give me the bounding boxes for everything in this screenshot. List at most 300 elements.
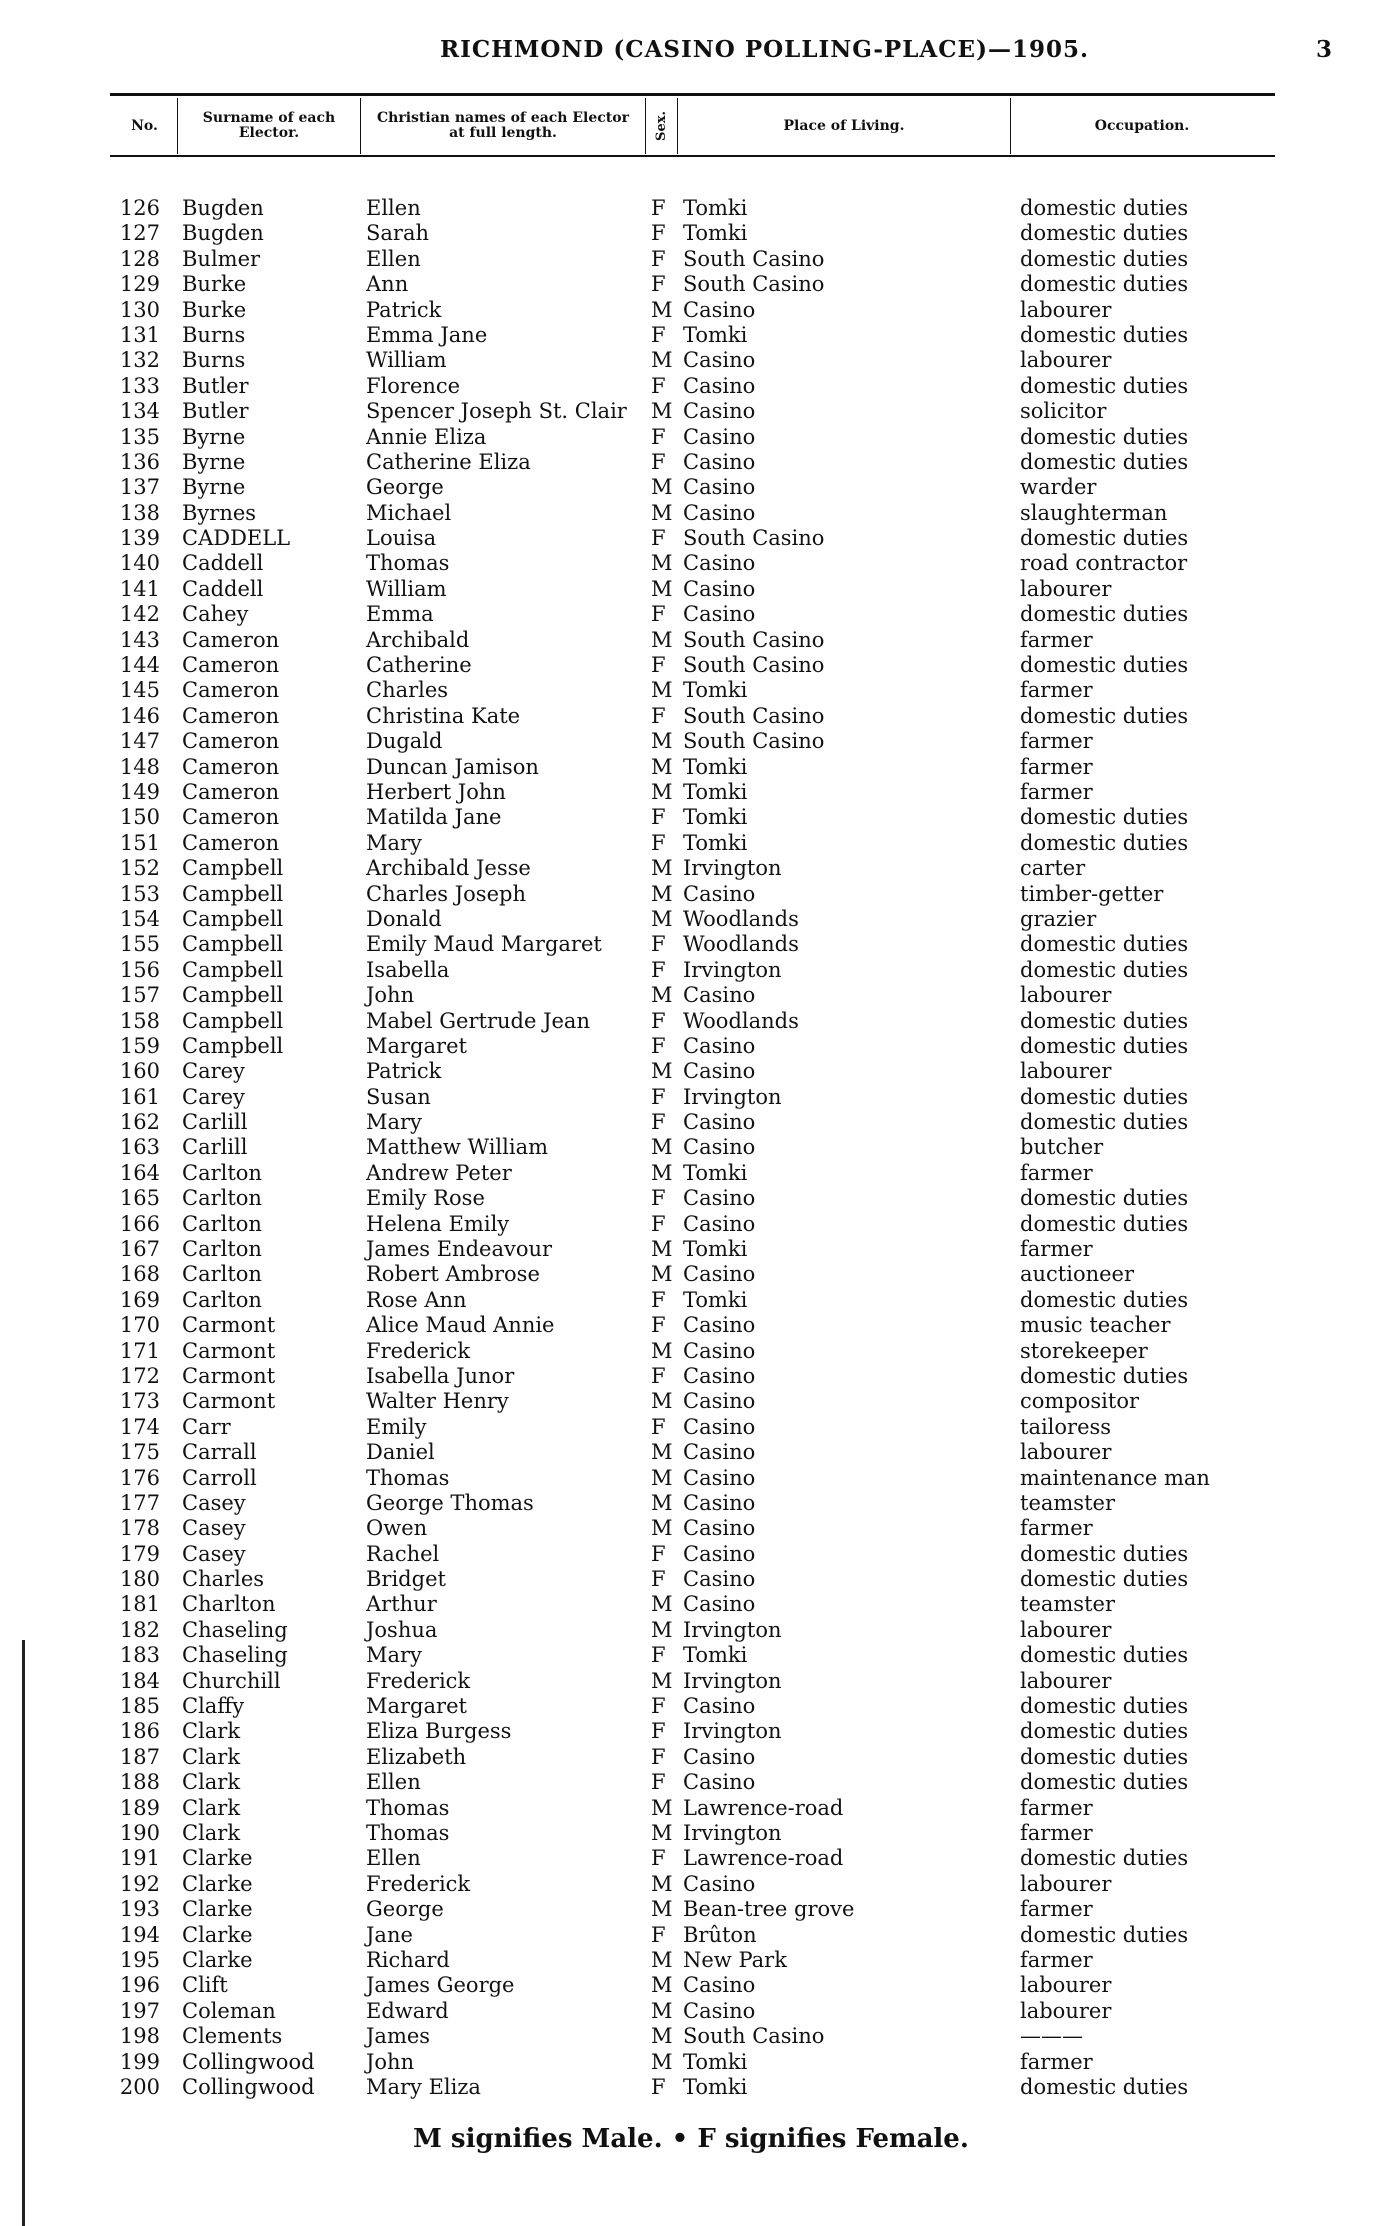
elector-sex: F xyxy=(651,1287,666,1312)
elector-place: Casino xyxy=(683,1516,756,1541)
elector-number: 163 xyxy=(119,1135,160,1160)
elector-sex: F xyxy=(651,1541,666,1566)
elector-sex: F xyxy=(651,1694,666,1719)
elector-sex: M xyxy=(651,1947,673,1972)
elector-sex: M xyxy=(651,779,673,804)
elector-occupation: domestic duties xyxy=(1020,373,1189,398)
elector-surname: Chaseling xyxy=(182,1617,288,1642)
elector-surname: Campbell xyxy=(182,881,284,906)
elector-surname: Campbell xyxy=(182,957,284,982)
elector-place: South Casino xyxy=(683,272,825,297)
elector-place: Tomki xyxy=(683,196,748,220)
elector-sex: F xyxy=(651,653,666,678)
elector-given-names: George xyxy=(366,475,444,500)
column-header-surname xyxy=(178,98,361,154)
elector-given-names: Edward xyxy=(366,1998,449,2023)
elector-surname: Carey xyxy=(182,1059,245,1084)
elector-place: South Casino xyxy=(683,703,825,728)
elector-given-names: John xyxy=(366,2049,415,2074)
elector-number: 144 xyxy=(119,653,160,678)
elector-place: Casino xyxy=(683,1465,756,1490)
elector-number: 168 xyxy=(119,1262,160,1287)
elector-given-names: Joshua xyxy=(366,1617,438,1642)
elector-place: Bean-tree grove xyxy=(683,1897,855,1922)
elector-occupation: farmer xyxy=(1020,627,1093,652)
elector-occupation: labourer xyxy=(1020,1668,1112,1693)
table-row xyxy=(0,755,1382,780)
elector-sex: F xyxy=(651,1744,666,1769)
table-row xyxy=(0,1059,1382,1084)
elector-number: 158 xyxy=(119,1008,160,1033)
table-row xyxy=(0,831,1382,856)
elector-sex: M xyxy=(651,856,673,881)
elector-sex: M xyxy=(651,1998,673,2023)
elector-place: Tomki xyxy=(683,754,748,779)
elector-surname: Carlill xyxy=(182,1135,248,1160)
elector-place: Brûton xyxy=(683,1922,757,1947)
column-header-occupation xyxy=(1011,98,1273,154)
elector-surname: Cahey xyxy=(182,602,249,627)
elector-sex: F xyxy=(651,1110,666,1135)
elector-sex: M xyxy=(651,1160,673,1185)
elector-sex: M xyxy=(651,1262,673,1287)
elector-number: 198 xyxy=(119,2024,160,2049)
elector-occupation: farmer xyxy=(1020,1237,1093,1262)
elector-surname: Casey xyxy=(182,1516,246,1541)
elector-given-names: Sarah xyxy=(366,221,429,246)
elector-sex: M xyxy=(651,881,673,906)
elector-occupation: domestic duties xyxy=(1020,1287,1189,1312)
table-row xyxy=(0,1694,1382,1719)
elector-sex: M xyxy=(651,1516,673,1541)
table-row xyxy=(0,704,1382,729)
elector-number: 150 xyxy=(119,805,160,830)
elector-number: 167 xyxy=(119,1237,160,1262)
table-row xyxy=(0,958,1382,983)
table-row xyxy=(0,882,1382,907)
elector-occupation: timber-getter xyxy=(1020,881,1164,906)
table-row xyxy=(0,1034,1382,1059)
elector-number: 187 xyxy=(119,1744,160,1769)
elector-number: 200 xyxy=(119,2074,160,2099)
elector-number: 170 xyxy=(119,1313,160,1338)
elector-place: Woodlands xyxy=(683,932,799,957)
elector-given-names: Jane xyxy=(366,1922,413,1947)
sex-legend-footnote: M signifies Male. • F signifies Female. xyxy=(413,2124,969,2154)
elector-surname: Cameron xyxy=(182,779,280,804)
table-row xyxy=(0,1161,1382,1186)
elector-given-names: Ellen xyxy=(366,196,421,220)
elector-place: South Casino xyxy=(683,653,825,678)
elector-given-names: James George xyxy=(366,1973,515,1998)
elector-number: 128 xyxy=(119,246,160,271)
elector-place: Woodlands xyxy=(683,1008,799,1033)
elector-given-names: Frederick xyxy=(366,1668,471,1693)
elector-number: 147 xyxy=(119,729,160,754)
elector-given-names: Catherine xyxy=(366,653,472,678)
elector-surname: Campbell xyxy=(182,932,284,957)
elector-occupation: farmer xyxy=(1020,1516,1093,1541)
column-header-given-label: Christian names of each Elector at full length. xyxy=(377,110,629,141)
elector-occupation: domestic duties xyxy=(1020,1567,1189,1592)
elector-surname: Clarke xyxy=(182,1897,253,1922)
table-row xyxy=(0,602,1382,627)
elector-surname: Byrne xyxy=(182,449,246,474)
elector-occupation: domestic duties xyxy=(1020,1770,1189,1795)
elector-occupation: slaughterman xyxy=(1020,500,1168,525)
elector-occupation: farmer xyxy=(1020,754,1093,779)
elector-surname: Cameron xyxy=(182,830,280,855)
elector-place: Casino xyxy=(683,399,756,424)
table-row xyxy=(0,1466,1382,1491)
elector-given-names: Emily Rose xyxy=(366,1186,485,1211)
elector-number: 135 xyxy=(119,424,160,449)
elector-number: 172 xyxy=(119,1363,160,1388)
elector-number: 175 xyxy=(119,1440,160,1465)
elector-given-names: Michael xyxy=(366,500,452,525)
elector-sex: M xyxy=(651,729,673,754)
elector-surname: Clarke xyxy=(182,1947,253,1972)
table-row xyxy=(0,1719,1382,1744)
elector-given-names: Ellen xyxy=(366,1846,421,1871)
elector-place: Casino xyxy=(683,449,756,474)
table-row xyxy=(0,1262,1382,1287)
table-row xyxy=(0,1821,1382,1846)
elector-place: Irvington xyxy=(683,1668,782,1693)
elector-number: 134 xyxy=(119,399,160,424)
elector-surname: Caddell xyxy=(182,576,264,601)
elector-given-names: Arthur xyxy=(366,1592,437,1617)
elector-given-names: Susan xyxy=(366,1084,431,1109)
elector-surname: Clarke xyxy=(182,1846,253,1871)
elector-occupation: domestic duties xyxy=(1020,1846,1189,1871)
elector-occupation: solicitor xyxy=(1020,399,1107,424)
electors-table xyxy=(0,196,1382,2100)
elector-given-names: Helena Emily xyxy=(366,1211,510,1236)
elector-sex: F xyxy=(651,246,666,271)
elector-place: Casino xyxy=(683,983,756,1008)
elector-given-names: Charles Joseph xyxy=(366,881,526,906)
table-row xyxy=(0,1364,1382,1389)
elector-place: Casino xyxy=(683,1338,756,1363)
elector-given-names: Margaret xyxy=(366,1033,467,1058)
table-row xyxy=(0,729,1382,754)
elector-place: Casino xyxy=(683,1871,756,1896)
elector-surname: Butler xyxy=(182,399,249,424)
elector-surname: Byrne xyxy=(182,424,246,449)
elector-place: Casino xyxy=(683,348,756,373)
elector-given-names: Matthew William xyxy=(366,1135,549,1160)
elector-surname: Charlton xyxy=(182,1592,276,1617)
elector-occupation: domestic duties xyxy=(1020,703,1189,728)
elector-number: 132 xyxy=(119,348,160,373)
header-bottom-rule xyxy=(110,155,1275,157)
elector-sex: F xyxy=(651,1186,666,1211)
elector-place: Casino xyxy=(683,1490,756,1515)
elector-sex: M xyxy=(651,500,673,525)
elector-occupation: domestic duties xyxy=(1020,602,1189,627)
elector-surname: Clift xyxy=(182,1973,228,1998)
elector-place: Casino xyxy=(683,1998,756,2023)
elector-given-names: Emma xyxy=(366,602,434,627)
page-title: RICHMOND (CASINO POLLING-PLACE)—1905. xyxy=(440,36,1089,63)
elector-sex: M xyxy=(651,1871,673,1896)
table-row xyxy=(0,1567,1382,1592)
elector-sex: F xyxy=(651,1008,666,1033)
elector-sex: M xyxy=(651,576,673,601)
elector-place: South Casino xyxy=(683,526,825,551)
elector-surname: Clements xyxy=(182,2024,283,2049)
elector-sex: F xyxy=(651,1567,666,1592)
elector-place: Irvington xyxy=(683,1617,782,1642)
elector-given-names: Isabella Junor xyxy=(366,1363,515,1388)
elector-number: 183 xyxy=(119,1643,160,1668)
elector-surname: Carlton xyxy=(182,1211,262,1236)
elector-sex: F xyxy=(651,196,666,220)
elector-number: 199 xyxy=(119,2049,160,2074)
elector-occupation: storekeeper xyxy=(1020,1338,1148,1363)
table-row xyxy=(0,678,1382,703)
elector-given-names: Mary xyxy=(366,1643,422,1668)
elector-occupation: labourer xyxy=(1020,983,1112,1008)
elector-sex: F xyxy=(651,424,666,449)
table-row xyxy=(0,1973,1382,1998)
elector-given-names: Catherine Eliza xyxy=(366,449,531,474)
elector-surname: Carlton xyxy=(182,1186,262,1211)
table-row xyxy=(0,272,1382,297)
elector-given-names: Frederick xyxy=(366,1871,471,1896)
elector-surname: Carroll xyxy=(182,1465,257,1490)
elector-surname: Carmont xyxy=(182,1313,276,1338)
elector-sex: F xyxy=(651,830,666,855)
elector-given-names: Charles xyxy=(366,678,449,703)
elector-number: 152 xyxy=(119,856,160,881)
elector-sex: M xyxy=(651,348,673,373)
elector-sex: M xyxy=(651,1897,673,1922)
table-row xyxy=(0,1440,1382,1465)
elector-number: 141 xyxy=(119,576,160,601)
elector-surname: Clark xyxy=(182,1744,241,1769)
table-row xyxy=(0,1186,1382,1211)
elector-given-names: Thomas xyxy=(366,1465,450,1490)
elector-surname: Casey xyxy=(182,1490,246,1515)
elector-place: Casino xyxy=(683,1110,756,1135)
elector-sex: M xyxy=(651,1135,673,1160)
elector-number: 178 xyxy=(119,1516,160,1541)
elector-occupation: domestic duties xyxy=(1020,246,1189,271)
elector-place: South Casino xyxy=(683,729,825,754)
elector-sex: F xyxy=(651,221,666,246)
elector-occupation: domestic duties xyxy=(1020,1541,1189,1566)
elector-surname: Carmont xyxy=(182,1389,276,1414)
elector-number: 146 xyxy=(119,703,160,728)
elector-sex: M xyxy=(651,297,673,322)
elector-surname: Bulmer xyxy=(182,246,261,271)
elector-surname: Carey xyxy=(182,1084,245,1109)
elector-place: Casino xyxy=(683,1033,756,1058)
elector-sex: M xyxy=(651,475,673,500)
elector-surname: Burke xyxy=(182,272,247,297)
elector-number: 160 xyxy=(119,1059,160,1084)
elector-occupation: labourer xyxy=(1020,1440,1112,1465)
elector-occupation: domestic duties xyxy=(1020,1643,1189,1668)
elector-place: Tomki xyxy=(683,221,748,246)
table-row xyxy=(0,2024,1382,2049)
elector-given-names: Christina Kate xyxy=(366,703,521,728)
elector-surname: Casey xyxy=(182,1541,246,1566)
elector-occupation: domestic duties xyxy=(1020,526,1189,551)
elector-occupation: domestic duties xyxy=(1020,1694,1189,1719)
elector-number: 142 xyxy=(119,602,160,627)
table-row xyxy=(0,1592,1382,1617)
elector-place: Tomki xyxy=(683,1237,748,1262)
elector-given-names: Thomas xyxy=(366,551,450,576)
table-row xyxy=(0,1009,1382,1034)
elector-sex: F xyxy=(651,373,666,398)
elector-occupation: domestic duties xyxy=(1020,1211,1189,1236)
elector-given-names: Ellen xyxy=(366,246,421,271)
elector-given-names: Daniel xyxy=(366,1440,435,1465)
table-row xyxy=(0,526,1382,551)
elector-place: New Park xyxy=(683,1947,787,1972)
elector-surname: Clarke xyxy=(182,1871,253,1896)
table-row xyxy=(0,907,1382,932)
table-row xyxy=(0,983,1382,1008)
table-row xyxy=(0,247,1382,272)
elector-sex: F xyxy=(651,2074,666,2099)
elector-sex: M xyxy=(651,551,673,576)
elector-surname: Byrne xyxy=(182,475,246,500)
elector-given-names: Patrick xyxy=(366,297,442,322)
elector-place: Lawrence-road xyxy=(683,1795,844,1820)
elector-surname: Campbell xyxy=(182,906,284,931)
table-row xyxy=(0,1770,1382,1795)
table-row xyxy=(0,805,1382,830)
elector-number: 149 xyxy=(119,779,160,804)
elector-sex: M xyxy=(651,1490,673,1515)
elector-number: 171 xyxy=(119,1338,160,1363)
elector-sex: M xyxy=(651,1795,673,1820)
elector-sex: F xyxy=(651,932,666,957)
elector-occupation: domestic duties xyxy=(1020,1084,1189,1109)
elector-number: 180 xyxy=(119,1567,160,1592)
elector-surname: Cameron xyxy=(182,627,280,652)
elector-number: 154 xyxy=(119,906,160,931)
elector-surname: Collingwood xyxy=(182,2074,315,2099)
elector-occupation: domestic duties xyxy=(1020,1110,1189,1135)
elector-occupation: farmer xyxy=(1020,729,1093,754)
column-header-given xyxy=(361,98,646,154)
elector-number: 140 xyxy=(119,551,160,576)
elector-place: Casino xyxy=(683,1135,756,1160)
elector-number: 181 xyxy=(119,1592,160,1617)
elector-surname: Butler xyxy=(182,373,249,398)
elector-surname: Clarke xyxy=(182,1922,253,1947)
elector-occupation: farmer xyxy=(1020,2049,1093,2074)
elector-place: Casino xyxy=(683,1744,756,1769)
elector-surname: Clark xyxy=(182,1719,241,1744)
elector-occupation: maintenance man xyxy=(1020,1465,1210,1490)
elector-occupation: compositor xyxy=(1020,1389,1140,1414)
elector-place: Casino xyxy=(683,1541,756,1566)
elector-sex: M xyxy=(651,627,673,652)
table-row xyxy=(0,298,1382,323)
elector-number: 139 xyxy=(119,526,160,551)
elector-place: Tomki xyxy=(683,805,748,830)
elector-sex: M xyxy=(651,1668,673,1693)
elector-sex: M xyxy=(651,1465,673,1490)
elector-given-names: Herbert John xyxy=(366,779,506,804)
column-header-place xyxy=(678,98,1011,154)
elector-surname: Campbell xyxy=(182,856,284,881)
table-row xyxy=(0,1491,1382,1516)
elector-place: Irvington xyxy=(683,957,782,982)
elector-given-names: Dugald xyxy=(366,729,443,754)
elector-surname: Cameron xyxy=(182,678,280,703)
elector-occupation: carter xyxy=(1020,856,1086,881)
elector-place: Tomki xyxy=(683,678,748,703)
elector-sex: F xyxy=(651,602,666,627)
elector-given-names: Margaret xyxy=(366,1694,467,1719)
elector-number: 143 xyxy=(119,627,160,652)
elector-place: Woodlands xyxy=(683,906,799,931)
elector-given-names: Mary xyxy=(366,1110,422,1135)
elector-given-names: Duncan Jamison xyxy=(366,754,539,779)
elector-number: 162 xyxy=(119,1110,160,1135)
elector-place: Casino xyxy=(683,1059,756,1084)
table-row xyxy=(0,1415,1382,1440)
elector-number: 157 xyxy=(119,983,160,1008)
elector-surname: Byrnes xyxy=(182,500,257,525)
column-header-place-label: Place of Living. xyxy=(783,117,905,134)
elector-sex: F xyxy=(651,272,666,297)
elector-number: 185 xyxy=(119,1694,160,1719)
elector-number: 193 xyxy=(119,1897,160,1922)
elector-number: 176 xyxy=(119,1465,160,1490)
elector-surname: Clark xyxy=(182,1821,241,1845)
table-row xyxy=(0,2050,1382,2075)
elector-sex: M xyxy=(651,906,673,931)
elector-sex: M xyxy=(651,1338,673,1363)
table-row xyxy=(0,1542,1382,1567)
elector-surname: Burns xyxy=(182,322,246,347)
elector-given-names: Andrew Peter xyxy=(366,1160,512,1185)
elector-sex: M xyxy=(651,1617,673,1642)
elector-number: 130 xyxy=(119,297,160,322)
table-row xyxy=(0,374,1382,399)
elector-surname: Clark xyxy=(182,1795,241,1820)
column-header-no xyxy=(112,98,178,154)
elector-surname: Caddell xyxy=(182,551,264,576)
column-header-sex-label: Sex. xyxy=(654,111,669,141)
elector-surname: Cameron xyxy=(182,754,280,779)
elector-occupation: labourer xyxy=(1020,297,1112,322)
elector-surname: Coleman xyxy=(182,1998,276,2023)
table-row xyxy=(0,577,1382,602)
elector-place: Casino xyxy=(683,576,756,601)
table-row xyxy=(0,1669,1382,1694)
elector-surname: Carlton xyxy=(182,1287,262,1312)
page-number: 3 xyxy=(1316,36,1333,63)
elector-place: South Casino xyxy=(683,627,825,652)
elector-place: Irvington xyxy=(683,1084,782,1109)
elector-occupation: domestic duties xyxy=(1020,1719,1189,1744)
elector-given-names: Walter Henry xyxy=(366,1389,509,1414)
elector-sex: F xyxy=(651,1922,666,1947)
elector-place: Casino xyxy=(683,1262,756,1287)
elector-number: 173 xyxy=(119,1389,160,1414)
elector-sex: F xyxy=(651,1313,666,1338)
